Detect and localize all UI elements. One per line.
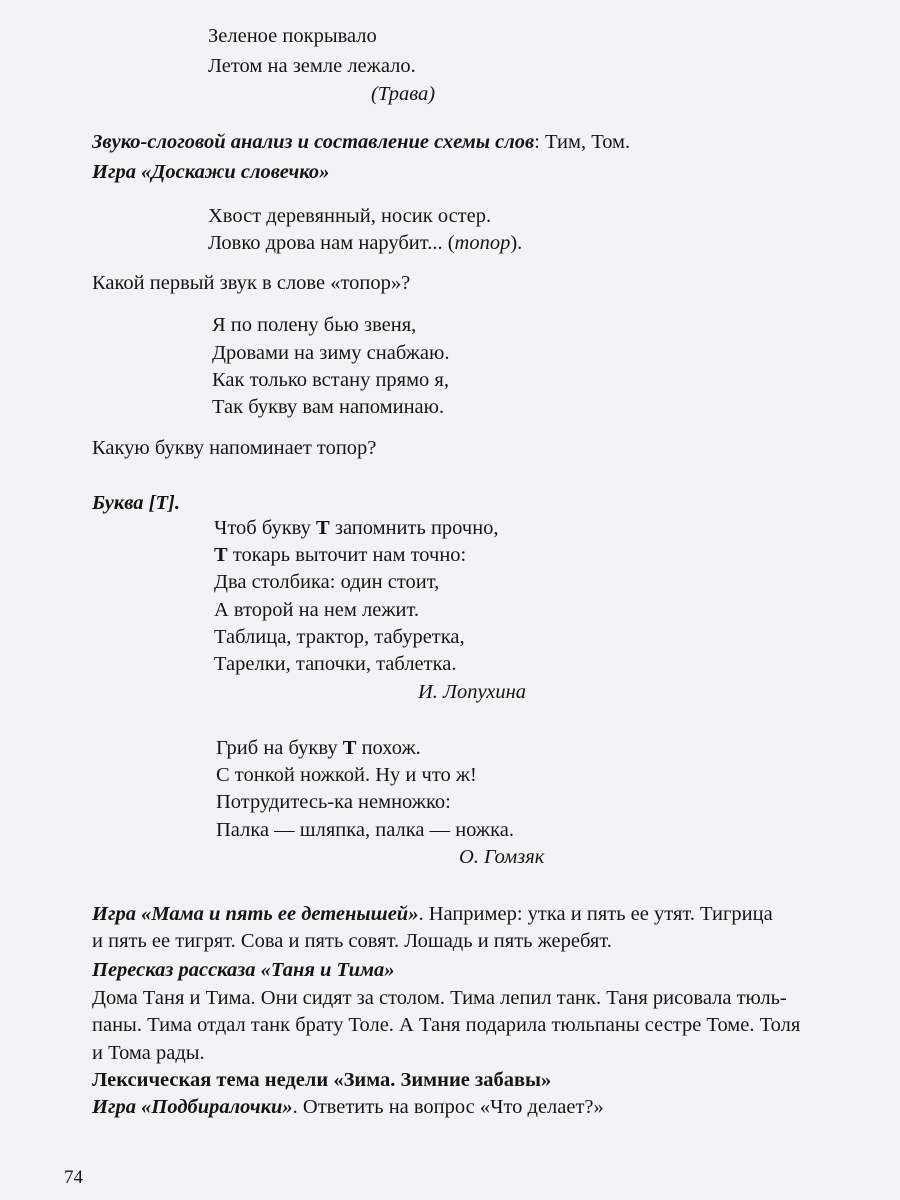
question-first-sound: Какой первый звук в слове «топор»? [92,272,411,294]
poem1-line-4: Так букву вам напоминаю. [212,396,445,418]
poem2-line-6: Тарелки, тапочки, таблетка. [214,653,457,675]
riddle2-line-2-end: ). [510,232,523,254]
poem3-line-1-end: похож. [356,737,421,759]
game-mother-text: . Например: утка и пять ее утят. Тигрица [418,903,773,925]
poem2-letter-t-2: Т [214,544,228,566]
analysis-line [92,132,630,153]
poem2-letter-t: Т [316,517,330,539]
poem2-line-4: А второй на нем лежит. [214,599,419,621]
poem3-line-1-start: Гриб на букву [216,737,343,759]
retelling-line-1: Дома Таня и Тима. Они сидят за столом. Тима лепил танк. Таня рисовала тюль- [92,987,787,1009]
retelling-line-2: паны. Тима отдал танк брату Толе. А Таня подарила тюльпаны сестре Томе. Толя [92,1014,801,1036]
riddle1-line-2: Летом на земле лежало. [208,55,416,77]
poem1-line-2: Дровами на зиму снабжаю. [212,342,450,364]
poem2-line-1 [214,518,499,539]
riddle2-line-1: Хвост деревянный, носик остер. [208,205,492,227]
game-mother-line-1 [92,904,773,925]
riddle1-answer: (Трава) [371,83,436,105]
poem2-line-1-start: Чтоб букву [214,517,317,539]
riddle2-line-2 [208,233,522,254]
riddle2-line-2-text: Ловко дрова нам нарубит... ( [208,232,455,254]
game-pick-title: Игра «Подбиралочки» [92,1096,293,1118]
letter-section-title: Буква [Т]. [92,492,180,514]
poem2-line-2-end: токарь выточит нам точно: [227,544,467,566]
poem3-line-3: Потрудитесь-ка немножко: [216,791,451,813]
poem3-line-2: С тонкой ножкой. Ну и что ж! [216,764,477,786]
game-mother-title: Игра «Мама и пять ее детенышей» [92,903,419,925]
riddle1-line-1: Зеленое покрывало [208,25,377,47]
lexical-theme-heading: Лексическая тема недели «Зима. Зимние забавы» [92,1069,552,1091]
poem2-line-5: Таблица, трактор, табуретка, [214,626,465,648]
poem2-line-3: Два столбика: один стоит, [214,571,440,593]
poem2-line-2 [214,545,466,566]
poem2-author: И. Лопухина [418,681,527,703]
poem3-line-4: Палка — шляпка, палка — ножка. [216,819,514,841]
retelling-title: Пересказ рассказа «Таня и Тима» [92,959,395,981]
poem1-line-1: Я по полену бью звеня, [212,314,417,336]
poem3-author: О. Гомзяк [459,846,545,868]
game-finish-word-title: Игра «Доскажи словечко» [92,161,330,183]
analysis-label: Звуко-слоговой анализ и составление схемы слов [92,131,535,153]
game-mother-line-2: и пять ее тигрят. Сова и пять совят. Лошадь и пять жеребят. [92,930,612,952]
game-pick-text: . Ответить на вопрос «Что делает?» [292,1096,604,1118]
riddle2-answer: топор [454,232,511,254]
poem1-line-3: Как только встану прямо я, [212,369,449,391]
poem3-letter-t: Т [342,737,357,759]
poem2-line-1-end: запомнить прочно, [329,517,499,539]
analysis-words: : Тим, Том. [534,131,631,153]
retelling-line-3: и Тома рады. [92,1042,205,1064]
question-letter: Какую букву напоминает топор? [92,437,377,459]
game-pick-line [92,1097,604,1118]
poem3-line-1 [216,738,421,759]
page-number: 74 [64,1167,83,1188]
